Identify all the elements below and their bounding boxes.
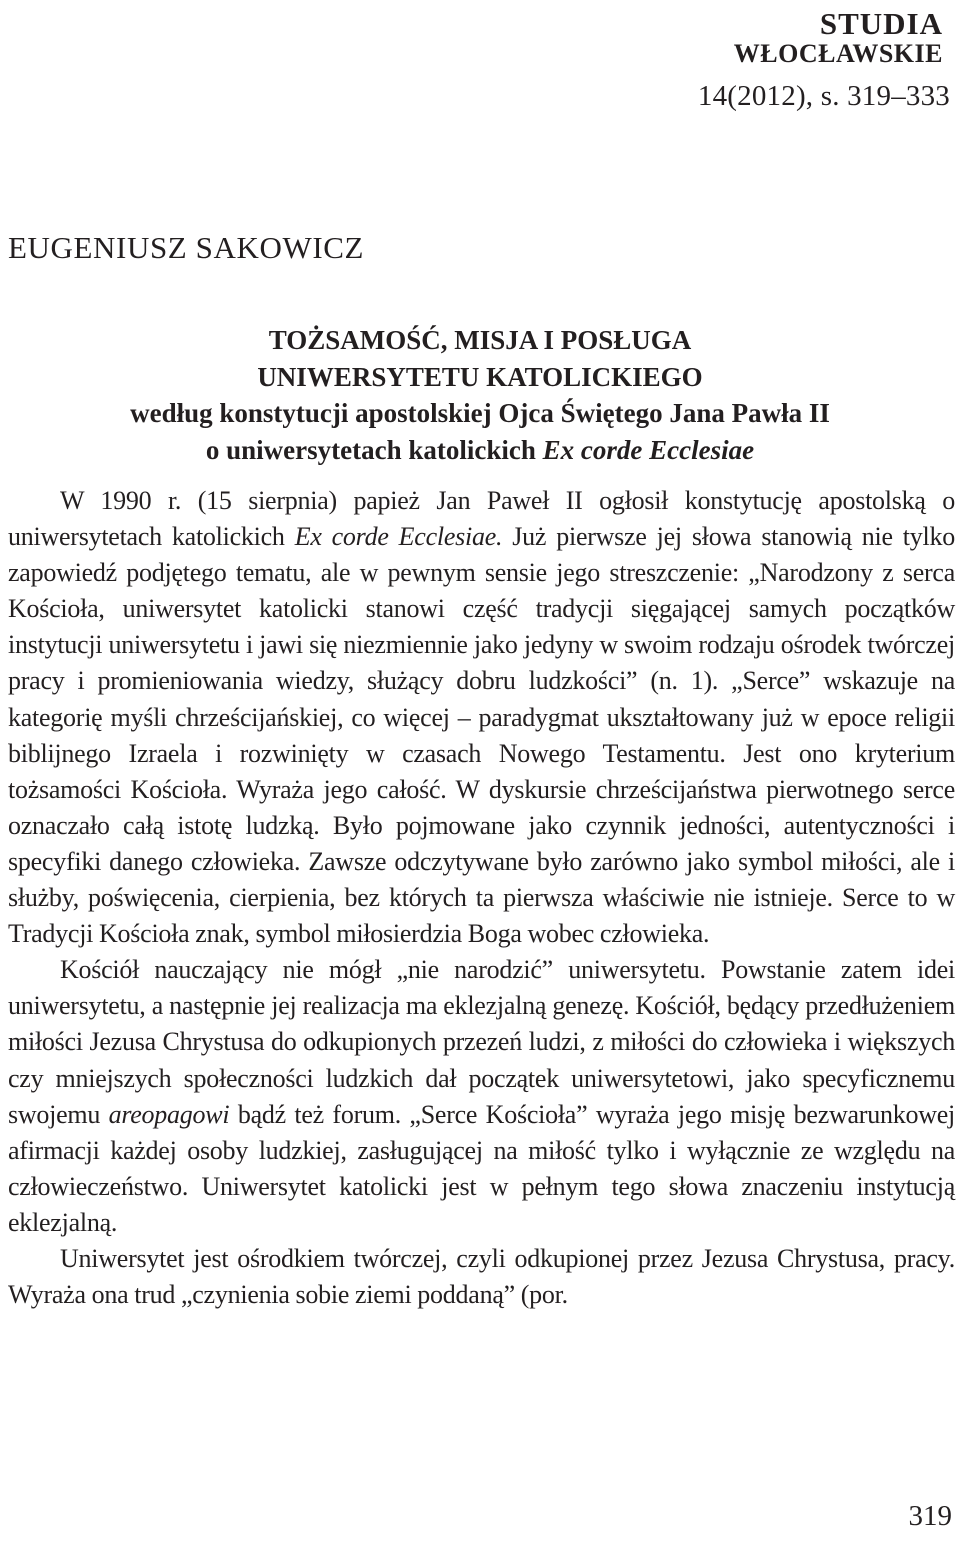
paragraph-1-text-b: Już pierwsze jej słowa stanowią nie tylko zapowiedź podjętego tematu, ale w pewnym sensie jego streszczenie: „Narodzony z serca Kościoła, uniwersytet katolicki stanowi część tradycji sięgającej samych początków instytucji uniwersytetu i jawi się niezmiennie jako jedyny w swoim rodzaju ośrodek twórczej pracy i promieniowania wiedzy, służący dobru ludzkości” (n. 1). „Serce” wskazuje na kategorię myśli chrześcijańskiej, co więcej – paradygmat ukształtowany już w epoce religii biblijnego Izraela i rozwinięty w czasach Nowego Testamentu. Jest ono kryterium tożsamości Kościoła. Wyraża jego całość. W dyskursie chrześcijaństwa pierwotnego serce oznaczało całą istotę ludzką. Było pojmowane jako czynnik jedności, autentyczności i specyfiki danego człowieka. Zawsze odczytywane było zarówno jako symbol miłości, ale i służby, poświęcenia, cierpienia, bez których ta pierwsza właściwie nie istnieje. Serce to w Tradycji Kościoła znak, symbol miłosierdzia Boga wobec człowieka. [8,522,955,949]
title-line-3: według konstytucji apostolskiej Ojca Świętego Jana Pawła II [130,398,830,428]
logo-line-2: WŁOCŁAWSKIE [733,39,943,66]
title-line-1: TOŻSAMOŚĆ, MISJA I POSŁUGA [268,325,692,355]
paragraph-2-text-a: Kościół nauczający nie mógł „nie narodzić” uniwersytetu. Powstanie zatem idei uniwersytetu, a następnie jej realizacja ma eklezjalną genezę. Kościół, będący przedłużeniem miłości Jezusa Chrystusa do odkupionych przezeń ludzi, z miłości do człowieka i większych czy mniejszych społeczności ludzkich dał początek uniwersytetowi, jako specyficznemu swojemu [8,955,955,1129]
article-title [0,322,960,468]
article-body [8,483,955,1313]
title-line-4-italic: Ex corde Ecclesiae [542,434,755,465]
paragraph-1-italic: Ex corde Ecclesiae. [294,522,503,552]
paragraph-2-italic: areopagowi [108,1099,230,1129]
issue-info: 14(2012), s. 319–333 [697,80,950,112]
title-line-2: UNIWERSYTETU KATOLICKIEGO [257,361,703,392]
title-line-4 [0,432,960,469]
page-number: 319 [908,1500,952,1532]
paragraph-1-text-a: W 1990 r. (15 sierpnia) papież Jan Paweł II ogłosił konstytucję apostolską o uniwersytetach katolickich [8,486,955,552]
logo-line-1: STUDIA [819,6,943,41]
paragraph-1 [8,483,955,952]
paragraph-3-text-a: Uniwersytet jest ośrodkiem twórczej, czyli odkupionej przez Jezusa Chrystusa, pracy. Wyraża ona trud „czynienia sobie ziemi poddaną” (por. [8,1243,955,1310]
author-name: EUGENIUSZ SAKOWICZ [8,230,365,265]
journal-logo [718,4,948,66]
title-line-4-plain: o uniwersytetach katolickich [205,434,543,465]
paragraph-2-text-b: bądź też forum. „Serce Kościoła” wyraża jego misję bezwarunkowej afirmacji każdej osoby ludzkiej, zasługującej na miłość tylko i wyłącznie ze względu na człowieczeństwo. Uniwersytet katolicki jest w pełnym tego słowa znaczeniu instytucją eklezjalną. [8,1099,956,1237]
paragraph-3 [8,1241,955,1313]
paragraph-2 [8,952,955,1241]
